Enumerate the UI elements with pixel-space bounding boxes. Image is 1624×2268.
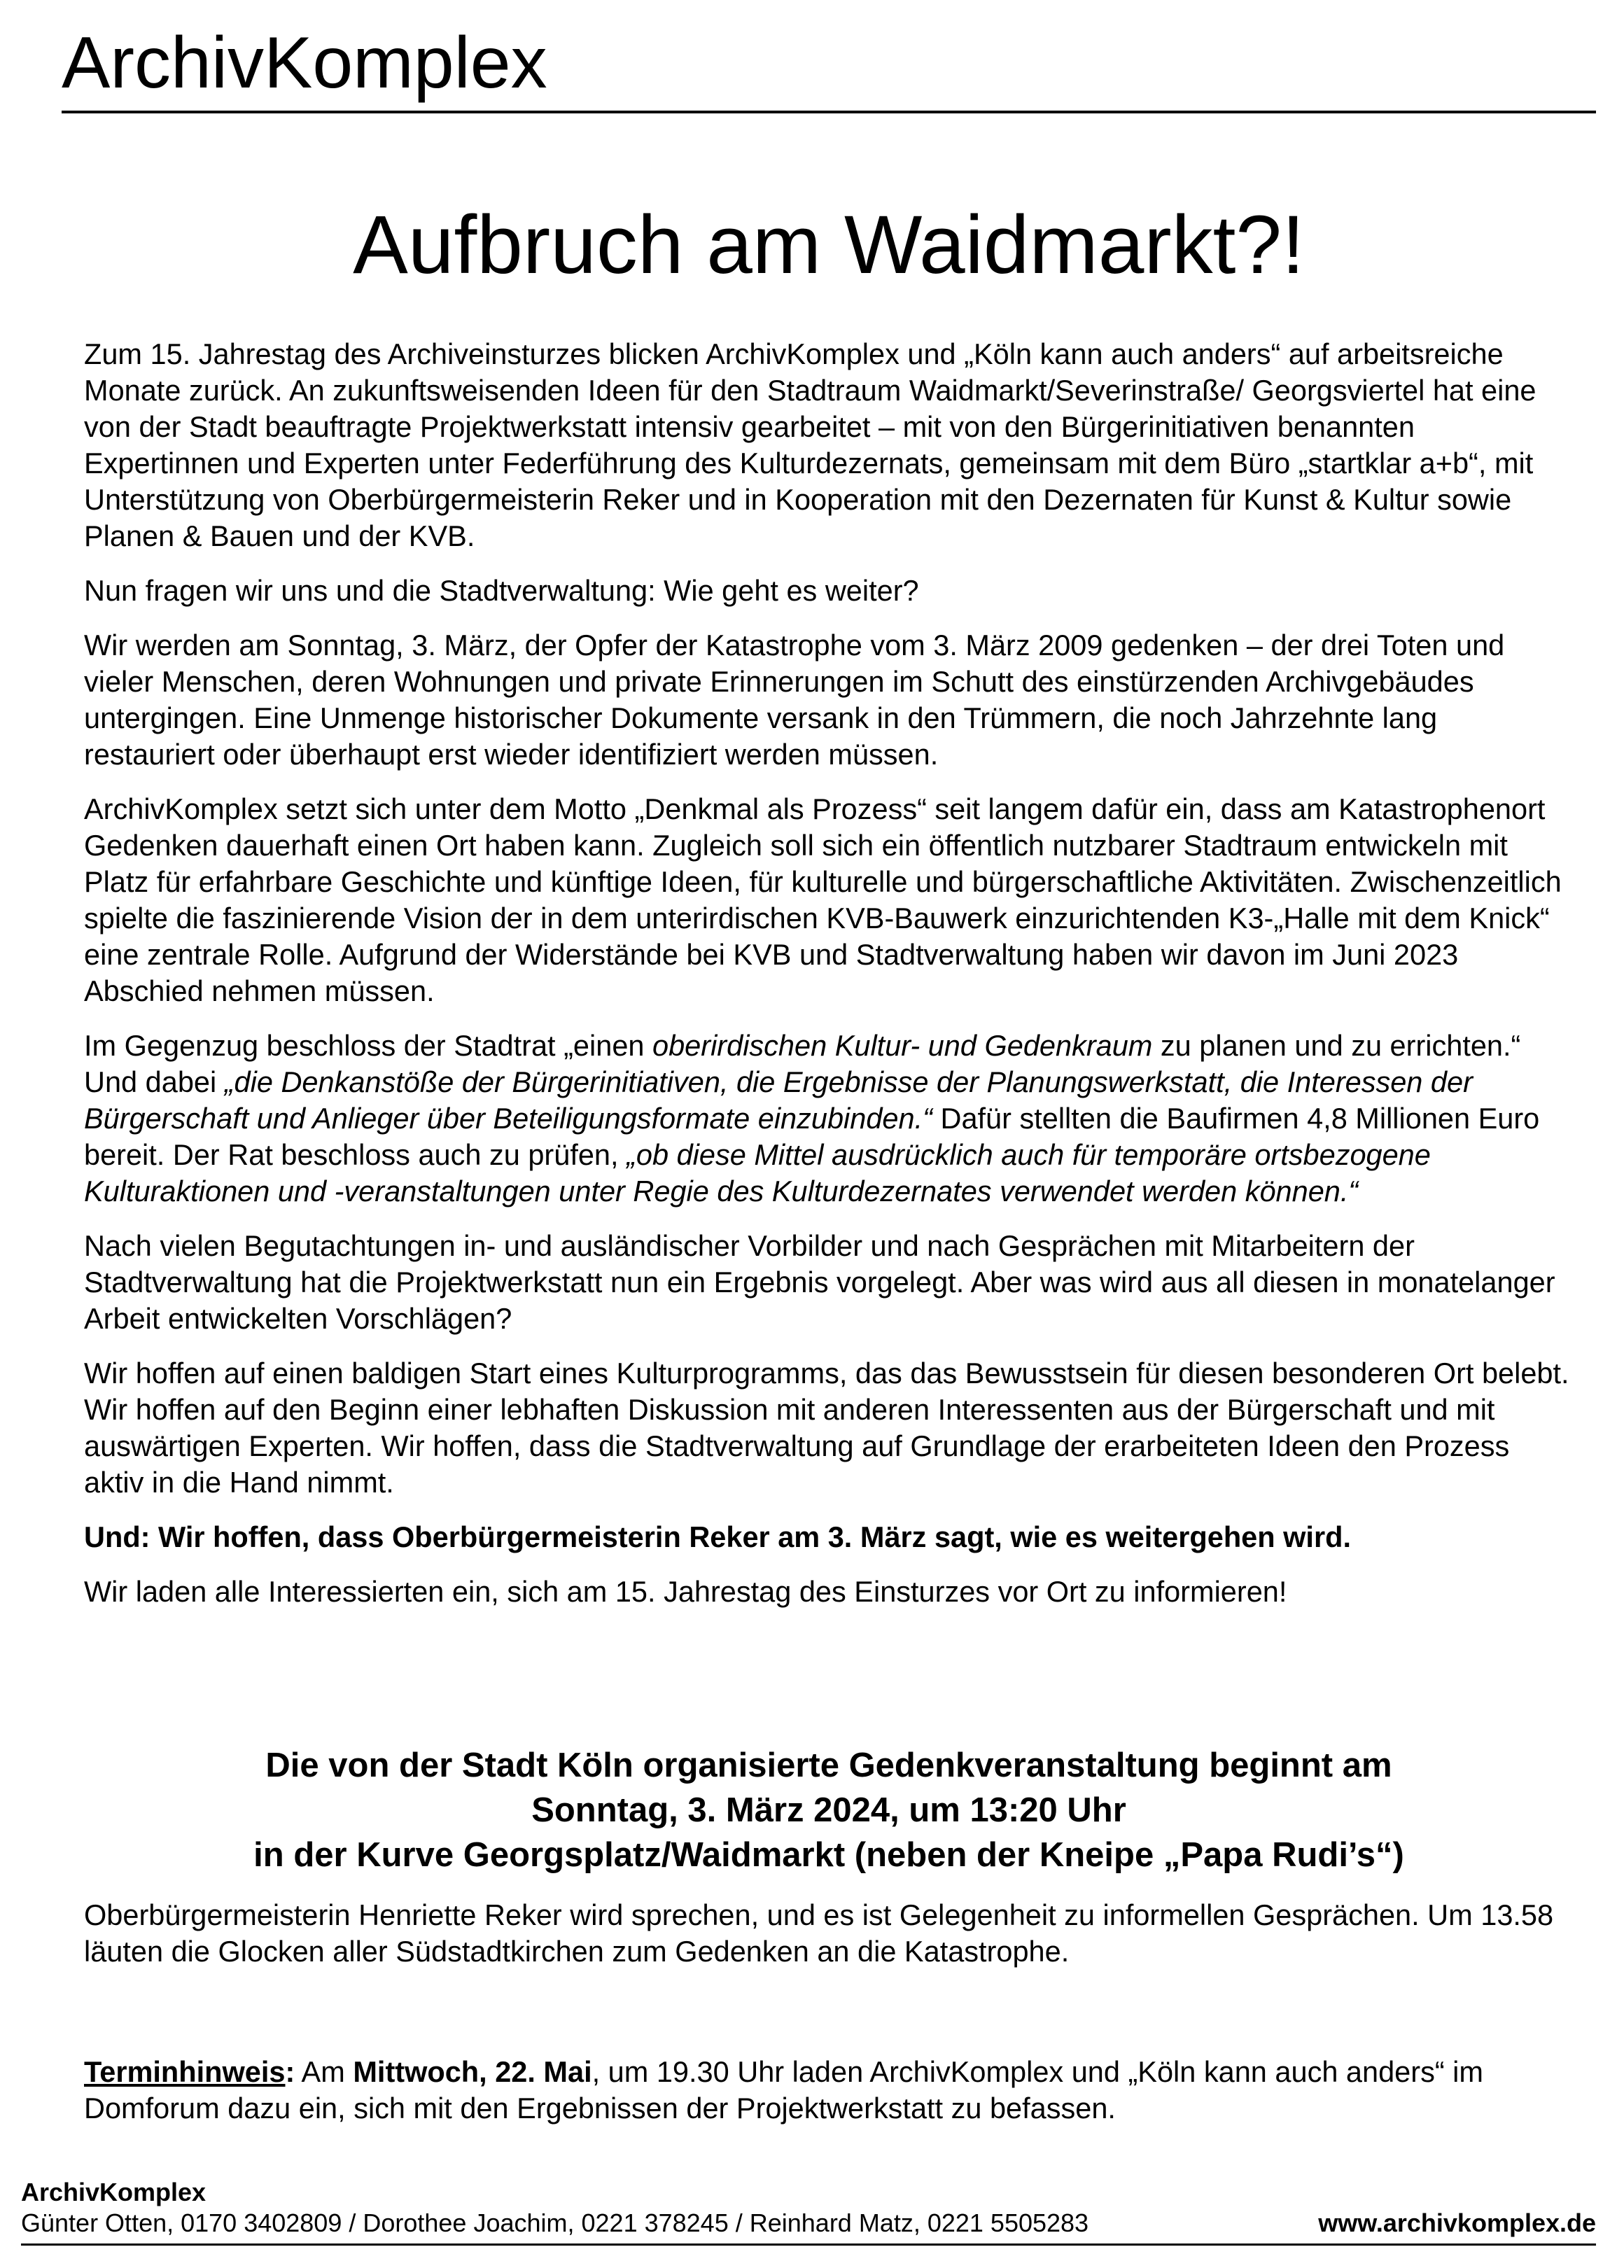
paragraph-5-text: zu planen und zu errichten.“ Und dabei — [84, 1029, 1521, 1098]
event-line-2: Sonntag, 3. März 2024, um 13:20 Uhr — [531, 1791, 1126, 1829]
paragraph-3: Wir werden am Sonntag, 3. März, der Opfer der Katastrophe vom 3. März 2009 gedenken – der drei Toten und vieler Menschen, deren Wohnungen und private Erinnerungen im Schutt des einstürzenden Archivgebäudes untergingen. Eine Unmenge historischer Dokumente versank in den Trümmern, die noch Jahrzehnte lang restauriert oder überhaupt erst wieder identifiziert werden müssen. — [84, 629, 1505, 771]
footer-contact-row — [21, 2208, 1596, 2239]
paragraph-5-quote: „die Denkanstöße der Bürgerinitiativen, die Ergebnisse der Planungswerkstatt, die Interessen der Bürgerschaft und Anlieger über Beteiligungsformate einzubinden.“ — [84, 1065, 1473, 1135]
page-headline: Aufbruch am Waidmarkt?! — [353, 199, 1305, 291]
header-title: ArchivKomplex — [62, 22, 547, 104]
paragraph-4: ArchivKomplex setzt sich unter dem Motto „Denkmal als Prozess“ seit langem dafür ein, dass am Katastrophenort Gedenken dauerhaft einen Ort haben kann. Zugleich soll sich ein öffentlich nutzbarer Stadtraum entwickeln mit Platz für erfahrbare Geschichte und künftige Ideen, für kulturelle und bürgerschaftliche Aktivitäten. Zwischenzeitlich spielte die faszinierende Vision der in dem unterirdischen KVB-Bauwerk einzurichtenden K3-„Halle mit dem Knick“ eine zentrale Rolle. Aufgrund der Widerstände bei KVB und Stadtverwaltung haben wir davon im Juni 2023 Abschied nehmen müssen. — [84, 792, 1562, 1007]
appointment-label: Terminhinweis — [84, 2055, 286, 2088]
footer-website-link[interactable]: www.archivkomplex.de — [1318, 2208, 1596, 2237]
footer — [21, 2177, 1596, 2239]
appointment-text: Am — [295, 2055, 354, 2088]
footer-org-name: ArchivKomplex — [21, 2178, 206, 2206]
event-line-1: Die von der Stadt Köln organisierte Gedenkveranstaltung beginnt am — [265, 1746, 1392, 1784]
paragraph-9: Wir laden alle Interessierten ein, sich am 15. Jahrestag des Einsturzes vor Ort zu informieren! — [84, 1575, 1287, 1608]
paragraph-5-quote: „ob diese Mittel ausdrücklich auch für temporäre ortsbezogene Kulturaktionen und -veranstaltungen unter Regie des Kulturdezernates verwendet werden können.“ — [84, 1138, 1431, 1208]
header-divider — [62, 111, 1596, 113]
event-description: Oberbürgermeisterin Henriette Reker wird sprechen, und es ist Gelegenheit zu informellen Gesprächen. Um 13.58 läuten die Glocken aller Südstadtkirchen zum Gedenken an die Katastrophe. — [84, 1898, 1554, 1968]
paragraph-5 — [84, 1028, 1575, 1210]
paragraph-6: Nach vielen Begutachtungen in- und ausländischer Vorbilder und nach Gesprächen mit Mitarbeitern der Stadtverwaltung hat die Projektwerkstatt nun ein Ergebnis vorgelegt. Aber was wird aus all diesen in monatelanger Arbeit entwickelten Vorschlägen? — [84, 1229, 1555, 1335]
footer-divider — [21, 2244, 1596, 2246]
paragraph-5-text: Dafür stellten die Baufirmen 4,8 Millionen Euro bereit. Der Rat beschloss auch zu prüfen, — [84, 1102, 1540, 1171]
appointment-day: Mittwoch, 22. Mai — [353, 2055, 592, 2088]
paragraph-5-quote: oberirdischen Kultur- und Gedenkraum — [652, 1029, 1153, 1062]
appointment-text: , um 19.30 Uhr laden ArchivKomplex und „Köln kann auch anders“ im Domforum dazu ein, sich mit den Ergebnissen der Projektwerkstatt zu befassen. — [84, 2055, 1483, 2124]
appointment-note — [84, 2054, 1575, 2127]
appointment-colon: : — [285, 2055, 295, 2088]
paragraph-8-emphasis: Und: Wir hoffen, dass Oberbürgermeisterin Reker am 3. März sagt, wie es weitergehen wird. — [84, 1520, 1351, 1553]
paragraph-7: Wir hoffen auf einen baldigen Start eines Kulturprogramms, das das Bewusstsein für diesen besonderen Ort belebt. Wir hoffen auf den Beginn einer lebhaften Diskussion mit anderen Interessenten aus der Bürgerschaft und mit auswärtigen Experten. Wir hoffen, dass die Stadtverwaltung auf Grundlage der erarbeiteten Ideen den Prozess aktiv in die Hand nimmt. — [84, 1357, 1569, 1499]
paragraph-5-text: Im Gegenzug beschloss der Stadtrat „einen — [84, 1029, 653, 1062]
paragraph-2: Nun fragen wir uns und die Stadtverwaltung: Wie geht es weiter? — [84, 574, 919, 607]
event-line-3: in der Kurve Georgsplatz/Waidmarkt (neben der Kneipe „Papa Rudi’s“) — [253, 1836, 1404, 1874]
event-announcement — [62, 1743, 1596, 1877]
paragraph-1: Zum 15. Jahrestag des Archiveinsturzes blicken ArchivKomplex und „Köln kann auch anders“ auf arbeitsreiche Monate zurück. An zukunftsweisenden Ideen für den Stadtraum Waidmarkt/Severinstraße/ Georgsviertel hat eine von der Stadt beauftragte Projektwerkstatt intensiv gearbeitet – mit von den Bürgerinitiativen benannten Expertinnen und Experten unter Federführung des Kulturdezernats, gemeinsam mit dem Büro „startklar a+b“, mit Unterstützung von Oberbürgermeisterin Reker und in Kooperation mit den Dezernaten für Kunst & Kultur sowie Planen & Bauen und der KVB. — [84, 337, 1536, 552]
footer-contacts: Günter Otten, 0170 3402809 / Dorothee Joachim, 0221 378245 / Reinhard Matz, 0221 5505283 — [21, 2208, 1089, 2237]
article-body — [84, 336, 1575, 1628]
